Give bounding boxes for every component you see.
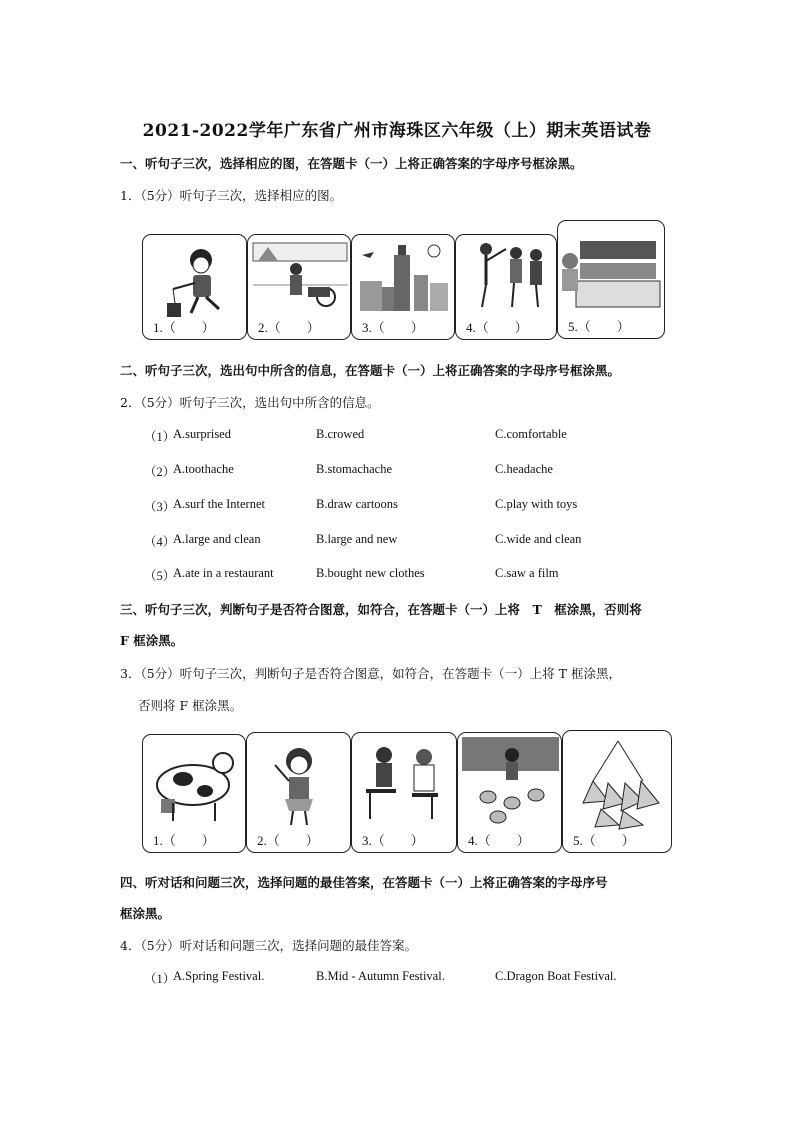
picture-3-1 bbox=[142, 734, 246, 853]
option-a: A.surprised bbox=[173, 427, 231, 441]
option-number: （1） bbox=[144, 972, 176, 986]
picture-1-1 bbox=[142, 234, 247, 340]
option-b: B.stomachache bbox=[316, 462, 393, 476]
picture-1-5-label: 5.（ ） bbox=[568, 319, 630, 334]
section2-heading: 二、听句子三次，选出句中所含的信息，在答题卡（一）上将正确答案的字母序号框涂黑。 bbox=[120, 363, 621, 378]
picture-3-2 bbox=[246, 732, 351, 853]
picture-1-4-label: 4.（ ） bbox=[466, 320, 528, 335]
option-number: （5） bbox=[144, 569, 176, 583]
picture-1-3 bbox=[351, 234, 455, 340]
picture-1-2-label: 2.（ ） bbox=[258, 320, 320, 335]
option-number: （1） bbox=[144, 430, 176, 444]
picture-3-4-label: 4.（ ） bbox=[468, 833, 530, 848]
option-c: C.play with toys bbox=[495, 497, 578, 511]
option-a: A.surf the Internet bbox=[173, 497, 265, 511]
section4-heading-line1: 四、听对话和问题三次，选择问题的最佳答案，在答题卡（一）上将正确答案的字母序号 bbox=[120, 875, 608, 890]
section1-heading: 一、听句子三次，选择相应的图，在答题卡（一）上将正确答案的字母序号框涂黑。 bbox=[120, 156, 583, 171]
option-a: A.Spring Festival. bbox=[173, 969, 265, 983]
question-1: 1．（5分）听句子三次，选择相应的图。 bbox=[120, 188, 343, 203]
option-b: B.Mid - Autumn Festival. bbox=[316, 969, 445, 983]
picture-1-3-label: 3.（ ） bbox=[362, 320, 424, 335]
option-b: B.large and new bbox=[316, 532, 398, 546]
section3-heading-line1: 三、听句子三次，判断句子是否符合图意，如符合，在答题卡（一）上将 T 框涂黑，否则将 bbox=[120, 602, 642, 617]
option-number: （4） bbox=[144, 535, 176, 549]
section3-heading-line2: F 框涂黑。 bbox=[120, 633, 184, 648]
option-number: （3） bbox=[144, 500, 176, 514]
option-b: B.draw cartoons bbox=[316, 497, 398, 511]
option-b: B.crowed bbox=[316, 427, 365, 441]
picture-1-1-label: 1.（ ） bbox=[153, 320, 215, 335]
picture-3-5-label: 5.（ ） bbox=[573, 833, 635, 848]
picture-3-2-label: 2.（ ） bbox=[257, 833, 319, 848]
question-3-line1: 3．（5分）听句子三次，判断句子是否符合图意，如符合，在答题卡（一）上将 T 框涂黑， bbox=[120, 666, 621, 681]
picture-3-5 bbox=[562, 730, 672, 853]
option-b: B.bought new clothes bbox=[316, 566, 425, 580]
option-a: A.toothache bbox=[173, 462, 234, 476]
picture-3-1-label: 1.（ ） bbox=[153, 833, 215, 848]
question-4: 4．（5分）听对话和问题三次，选择问题的最佳答案。 bbox=[120, 938, 418, 953]
picture-3-4 bbox=[457, 732, 562, 853]
picture-3-3 bbox=[351, 732, 457, 853]
question-3-line2: 否则将 F 框涂黑。 bbox=[138, 698, 243, 713]
section4-heading-line2: 框涂黑。 bbox=[120, 906, 171, 921]
picture-1-2 bbox=[247, 234, 351, 340]
option-c: C.Dragon Boat Festival. bbox=[495, 969, 617, 983]
page-title: 2021-2022学年广东省广州市海珠区六年级（上）期末英语试卷 bbox=[142, 121, 652, 141]
option-c: C.wide and clean bbox=[495, 532, 582, 546]
option-a: A.large and clean bbox=[173, 532, 261, 546]
option-number: （2） bbox=[144, 465, 176, 479]
question-2: 2．（5分）听句子三次，选出句中所含的信息。 bbox=[120, 395, 380, 410]
picture-1-5 bbox=[557, 220, 665, 339]
option-c: C.comfortable bbox=[495, 427, 567, 441]
option-c: C.saw a film bbox=[495, 566, 559, 580]
picture-3-3-label: 3.（ ） bbox=[362, 833, 424, 848]
option-c: C.headache bbox=[495, 462, 553, 476]
option-a: A.ate in a restaurant bbox=[173, 566, 274, 580]
picture-1-4 bbox=[455, 234, 557, 340]
